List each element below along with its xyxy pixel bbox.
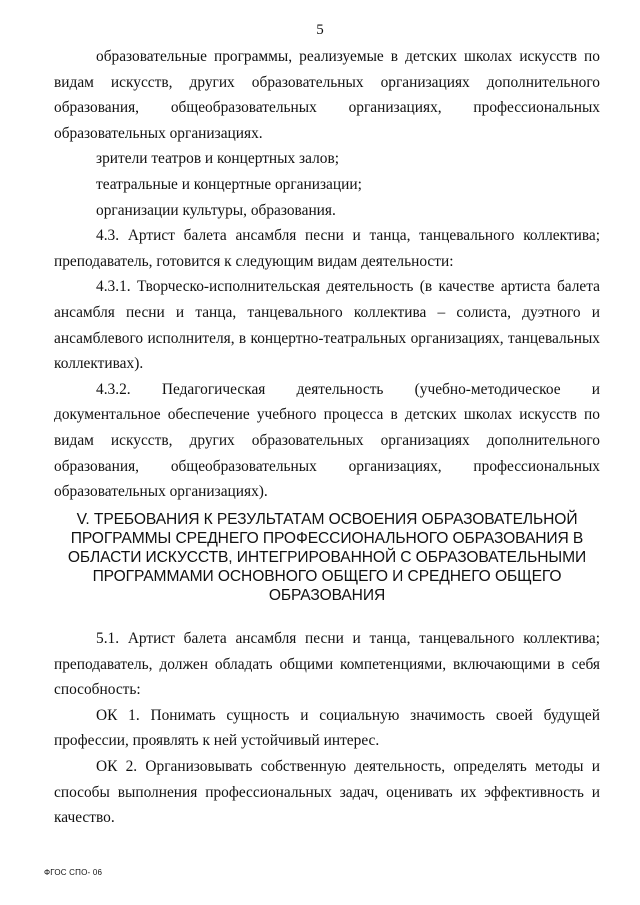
- paragraph: 5.1. Артист балета ансамбля песни и танца, танцевального коллектива; преподаватель, должен обладать общими компетенциями, включающими в себя способность:: [54, 630, 600, 699]
- paragraph: 4.3. Артист балета ансамбля песни и танца, танцевального коллектива; преподаватель, готовится к следующим видам деятельности:: [54, 227, 600, 270]
- section-4-text: [54, 44, 600, 505]
- paragraph: 4.3.2. Педагогическая деятельность (учебно-методическое и документальное обеспечение учебного процесса в детских школах искусств по видам искусств, других образовательных организациях дополнительного образования, общеобразовательных организациях, профессиональных образовательных организациях).: [54, 380, 600, 501]
- section-v-heading: V. ТРЕБОВАНИЯ К РЕЗУЛЬТАТАМ ОСВОЕНИЯ ОБРАЗОВАТЕЛЬНОЙ ПРОГРАММЫ СРЕДНЕГО ПРОФЕССИОНАЛЬНОГО ОБРАЗОВАНИЯ В ОБЛАСТИ ИСКУССТВ, ИНТЕГРИРОВАННОЙ С ОБРАЗОВАТЕЛЬНЫМИ ПРОГРАММАМИ ОСНОВНОГО ОБЩЕГО И СРЕДНЕГО ОБЩЕГО ОБРАЗОВАНИЯ: [67, 511, 587, 604]
- page-number: 5: [316, 22, 324, 38]
- paragraph: зрители театров и концертных залов;: [96, 150, 340, 168]
- section-5-text: [54, 626, 600, 831]
- paragraph: образовательные программы, реализуемые в детских школах искусств по видам искусств, других образовательных организациях дополнительного образования, общеобразовательных организациях, профессиональных образовательных организациях.: [54, 48, 600, 142]
- paragraph: ОК 1. Понимать сущность и социальную значимость своей будущей профессии, проявлять к ней устойчивый интерес.: [54, 706, 600, 750]
- paragraph: организации культуры, образования.: [96, 201, 336, 219]
- paragraph: ОК 2. Организовывать собственную деятельность, определять методы и способы выполнения профессиональных задач, оценивать их эффективность и качество.: [54, 757, 600, 827]
- paragraph: театральные и концертные организации;: [96, 175, 362, 193]
- paragraph: 4.3.1. Творческо-исполнительская деятельность (в качестве артиста балета ансамбля песни и танца, танцевального коллектива – солиста, дуэтного и ансамблевого исполнителя, в концертно-театральных организациях, танцевальных коллективах).: [54, 278, 600, 373]
- footer-code: ФГОС СПО- 06: [44, 868, 103, 877]
